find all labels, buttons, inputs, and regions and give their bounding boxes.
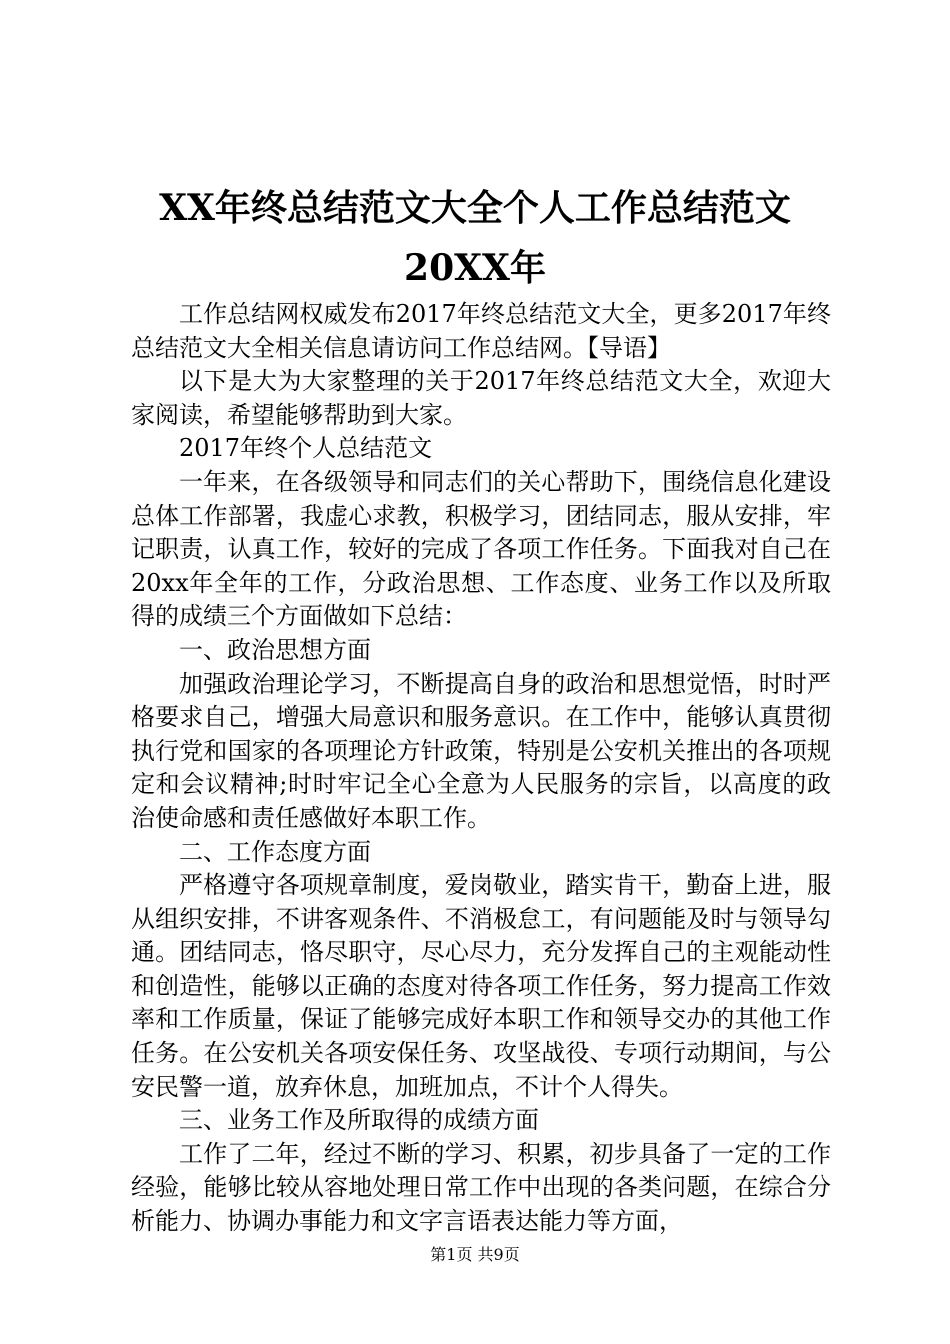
paragraph-political: 加强政治理论学习，不断提高自身的政治和思想觉悟，时时严格要求自己，增强大局意识和服务意识。在工作中，能够认真贯彻执行党和国家的各项理论方针政策，特别是公安机关推出的各项规定和会议精神;时时牢记全心全意为人民服务的宗旨，以高度的政治使命感和责任感做好本职工作。 <box>131 669 831 832</box>
document-title: XX年终总结范文大全个人工作总结范文20XX年 <box>159 187 791 289</box>
heading-political: 一、政治思想方面 <box>179 635 371 664</box>
paragraph-business: 工作了二年，经过不断的学习、积累，初步具备了一定的工作经验，能够比较从容地处理日常工作中出现的各类问题，在综合分析能力、协调办事能力和文字言语表达能力等方面， <box>131 1139 831 1236</box>
paragraph-intro: 工作总结网权威发布2017年终总结范文大全，更多2017年终总结范文大全相关信息请访问工作总结网。【导语】 <box>131 300 831 362</box>
paragraph-overview: 一年来，在各级领导和同志们的关心帮助下，围绕信息化建设总体工作部署，我虚心求教，积极学习，团结同志，服从安排，牢记职责，认真工作，较好的完成了各项工作任务。下面我对自己在20xx年全年的工作，分政治思想、工作态度、业务工作以及所取得的成绩三个方面做如下总结： <box>131 467 831 631</box>
document-body <box>131 298 831 1239</box>
heading-business: 三、业务工作及所取得的成绩方面 <box>179 1106 539 1135</box>
heading-attitude: 二、工作态度方面 <box>179 837 371 866</box>
paragraph-preface: 以下是大为大家整理的关于2017年终总结范文大全，欢迎大家阅读，希望能够帮助到大家。 <box>131 367 831 429</box>
paragraph-attitude: 严格遵守各项规章制度，爱岗敬业，踏实肯干，勤奋上进，服从组织安排，不讲客观条件、不消极怠工，有问题能及时与领导勾通。团结同志，恪尽职守，尽心尽力，充分发挥自己的主观能动性和创造性，能够以正确的态度对待各项工作任务，努力提高工作效率和工作质量，保证了能够完成好本职工作和领导交办的其他工作任务。在公安机关各项安保任务、攻坚战役、专项行动期间，与公安民警一道，放弃休息，加班加点，不计个人得失。 <box>131 871 831 1101</box>
section-title: 2017年终个人总结范文 <box>179 434 433 463</box>
page-number-footer: 第1页 共9页 <box>430 1245 520 1264</box>
